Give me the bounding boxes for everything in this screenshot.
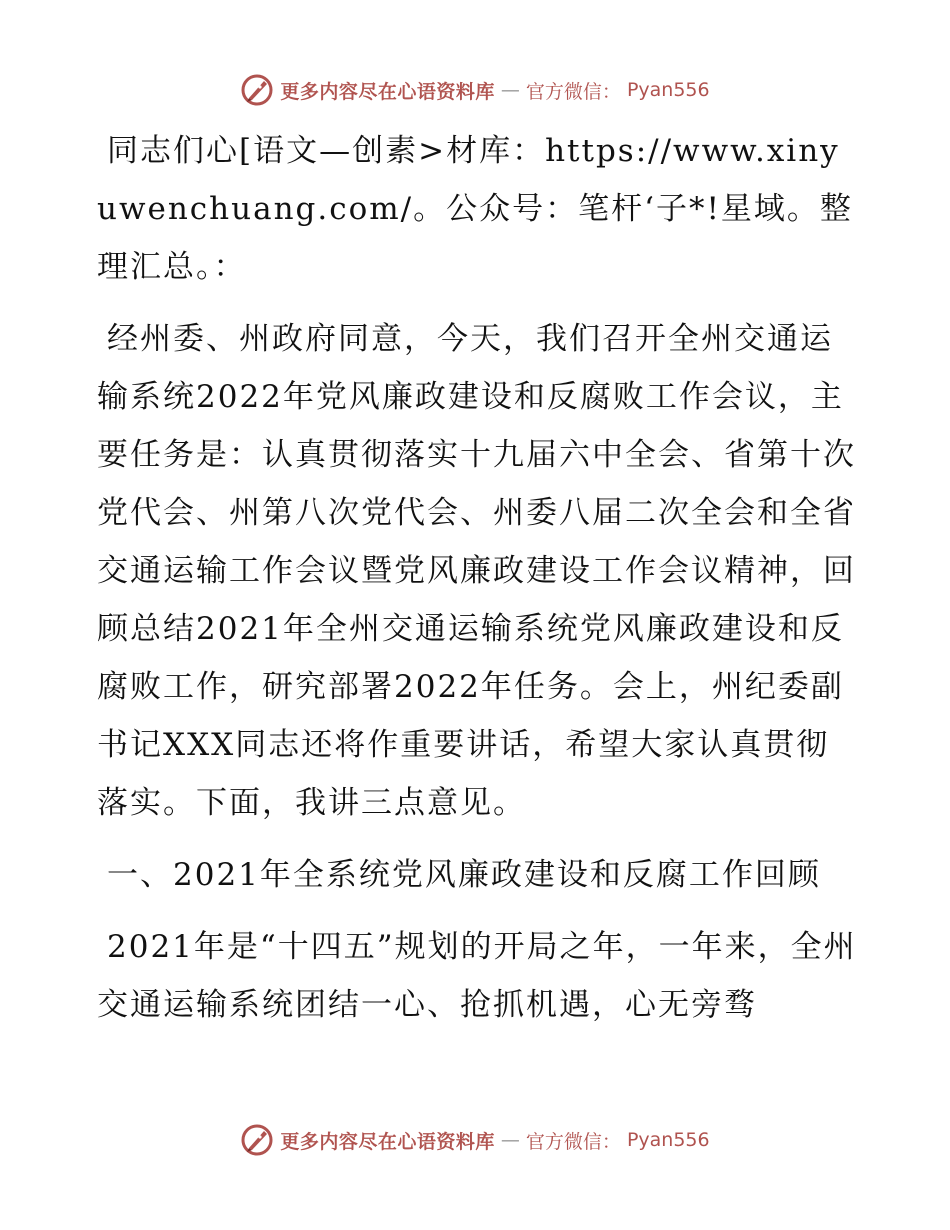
quill-pen-logo-icon [240,73,274,107]
watermark-contact-label: 官方微信： [525,1130,621,1153]
paragraph-intro: 经州委、州政府同意，今天，我们召开全州交通运输系统2022年党风廉政建设和反腐败工作会议，主要任务是：认真贯彻落实十九届六中全会、省第十次党代会、州第八次党代会、州委八届二次全会和全省交通运输工作会议暨党风廉政建设工作会议精神，回顾总结2021年全州交通运输系统党风廉政建设和反腐败工作，研究部署2022年任务。会上，州纪委副书记XXX同志还将作重要讲话，希望大家认真贯彻落实。下面，我讲三点意见。 [97,321,856,821]
document-body [97,122,857,1048]
footer-watermark [0,1120,950,1160]
watermark-contact-handle: Pyan556 [626,1129,710,1151]
section-heading: 一、2021年全系统党风廉政建设和反腐工作回顾 [107,857,821,893]
watermark-dash: — [500,1129,520,1151]
watermark-contact-handle: Pyan556 [626,79,710,101]
watermark-text: 更多内容尽在心语资料库 [280,80,495,103]
watermark-dash: — [500,79,520,101]
paragraph-greeting: 同志们心[语文—创素>材库：https://www.xinyuwenchuang.com/。公众号：笔杆‘子*!星域。整理汇总。： [97,133,853,285]
watermark-text: 更多内容尽在心语资料库 [280,1130,495,1153]
header-watermark [0,70,950,110]
quill-pen-logo-icon [240,1123,274,1157]
paragraph-review: 2021年是“十四五”规划的开局之年，一年来，全州交通运输系统团结一心、抢抓机遇，心无旁骛 [97,929,857,1023]
watermark-contact-label: 官方微信： [525,80,621,103]
